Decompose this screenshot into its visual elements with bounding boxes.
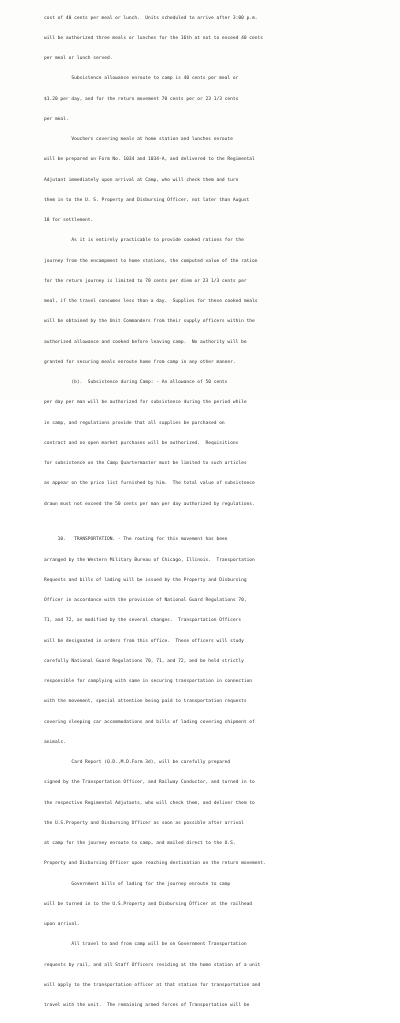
text-line: As it is entirely practicable to provide cooked rations for the: [44, 238, 244, 244]
text-line: per meal.: [44, 116, 69, 122]
typed-text-block: [44, 2, 356, 1023]
text-line: drawn must not exceed the 50 cents per man per day authorized by regulations.: [44, 501, 255, 507]
text-line: Officer in accordance with the provision of National Guard Regulations 70,: [44, 598, 247, 603]
text-line: for the return journey is limited to 70 cents per diem or 23 1/3 cents per: [44, 278, 247, 284]
text-line: covering sleeping car accommodations and bills of lading covering shipment of: [44, 719, 255, 725]
text-line: for subsistence on the Camp Quartermaster must be limited to such articles: [44, 461, 247, 466]
text-line: with the movement, special attention being paid to transportation requests: [44, 699, 247, 705]
text-line: per meal or lunch served.: [44, 56, 113, 61]
text-line: Card Report (Q.D.,M.D.Form 3d), will be carefully prepared: [44, 760, 231, 765]
text-line: 18 for settlement.: [44, 218, 94, 223]
text-line: will be prepared on Form No. 1034 and 1034-A, and delivered to the Regimental: [44, 157, 255, 163]
text-line: them in to the U. S. Property and Disbursing Officer, not later than August: [44, 197, 250, 203]
text-line: authorized allowance and cooked before leaving camp. No authority will be: [44, 339, 247, 345]
text-line: Government bills of lading for the journey enroute to camp: [44, 881, 231, 887]
text-line: upon arrival.: [44, 922, 80, 927]
text-line: travel with the unit. The remaining armed forces of Transportation will be: [44, 1003, 250, 1008]
text-line: in camp, and regulations provide that all supplies be purchased on: [44, 420, 225, 426]
text-line: will apply to the transportation officer at that station for transportation and: [44, 982, 261, 988]
text-line: will be turned in to the U.S.Property and Disbursing Officer at the railhead: [44, 901, 253, 907]
text-line: animals.: [44, 739, 66, 745]
text-line: requests by rail, and all Staff Officers residing at the home station of a unit: [44, 962, 261, 968]
text-line: $1.20 per day, and for the return movement 70 cents per or 23 1/3 cents: [44, 96, 239, 102]
text-line: at camp for the journey enroute to camp, and mailed direct to the U.S.: [44, 841, 236, 846]
text-line: Subsistence allowance enroute to camp is 40 cents per meal or: [44, 76, 239, 82]
text-line: cost of 40 cents per meal or lunch. Units scheduled to arrive after 3:00 p.m.: [44, 15, 258, 21]
text-line: 71, and 72, as modified by the several changes. Transportation Officers: [44, 618, 242, 624]
text-line: responsible for complying with same in securing transportation in connection: [44, 679, 253, 684]
text-line: granted for securing meals enroute home from camp in any other manner.: [44, 359, 236, 365]
text-line: per day per man will be authorized for subsistence during the period while: [44, 400, 247, 406]
text-line: contract and no open market purchases will be authorized. Requisitions: [44, 440, 239, 446]
text-line: Vouchers covering meals at home station and lunches enroute: [44, 137, 233, 142]
text-line: will be authorized three meals or lunches for the 16th at not to exceed 40 cents: [44, 35, 263, 41]
text-line: Adjutant immediately upon arrival at Camp, who will check them and turn: [44, 177, 239, 183]
text-line: (b). Subsistence during Camp: - An allowance of 50 cents: [44, 380, 228, 385]
text-line: will be designated in orders from this office. These officers will study: [44, 638, 244, 644]
text-line: the U.S.Property and Disbursing Officer as soon as possible after arrival: [44, 820, 244, 826]
text-line: meal, if the travel consumes less than a day. Supplies for these cooked meals: [44, 299, 258, 304]
text-line: Property and Disbursing Officer upon reaching destination on the return movement.: [44, 861, 266, 867]
text-line: All travel to and from camp will be on Government Transportation: [44, 942, 247, 948]
text-line: arranged by the Western Military Bureau of Chicago, Illinois. Transportation: [44, 557, 255, 563]
section-heading-line: 10. TRANSPORTATION. - The routing for this movement has been: [44, 537, 228, 543]
text-line: the respective Regimental Adjutants, who will check them, and deliver them to: [44, 800, 255, 806]
text-line: carefully National Guard Regulations 70, 71, and 72, and be held strictly: [44, 658, 244, 664]
paragraph-gap: [44, 522, 356, 524]
text-line: Requests and bills of lading will be issued by the Property and Disbursing: [44, 577, 247, 583]
text-line: as appear on the price list furnished by him. The total value of subsistence: [44, 481, 255, 487]
text-line: journey from the encampment to home stations, the computed value of the ration: [44, 258, 258, 264]
text-line: will be obtained by the Unit Commanders from their supply officers within the: [44, 319, 255, 325]
text-line: signed by the Transportation Officer, and Railway Conductor, and turned in to: [44, 780, 255, 786]
